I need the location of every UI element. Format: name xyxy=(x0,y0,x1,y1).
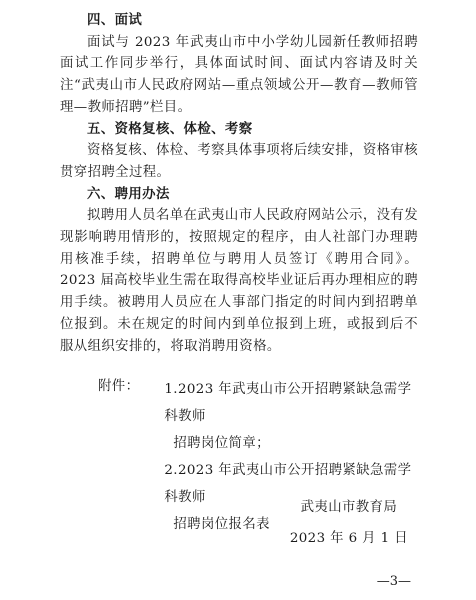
section-6-body: 拟聘用人员名单在武夷山市人民政府网站公示，没有发现影响聘用情形的，按照规定的程序，由人社部门办理聘用核准手续，招聘单位与聘用人员签订《聘用合同》。2023 届高校毕业生需在取得高校毕业证后再办理相应的聘用手续。被聘用人员应在人事部门指定的时间内到招聘单位报到。未在规定的时间内到单位报到上班，或报到后不服从组织安排的，将取消聘用资格。 xyxy=(60,208,418,354)
attachment-item-title: 1.2023 年武夷山市公开招聘紧缺急需学科教师 xyxy=(164,382,412,425)
issuing-organization: 武夷山市教育局 xyxy=(300,500,398,515)
section-5-heading: 五、资格复核、体检、考察 xyxy=(87,121,253,137)
page-number: —3— xyxy=(376,574,411,589)
section-5-body: 资格复核、体检、考察具体事项将后续安排，资格审核贯穿招聘全过程。 xyxy=(60,143,418,180)
attachments-label: 附件： xyxy=(98,379,140,395)
signature-block xyxy=(290,492,408,554)
section-4-heading: 四、面试 xyxy=(87,13,143,28)
section-6-heading: 六、聘用办法 xyxy=(87,186,170,202)
attachment-item xyxy=(139,376,418,457)
attachment-item-title-continued: 招聘岗位报名表 xyxy=(173,517,270,533)
attachment-item-title-continued: 招聘岗位简章； xyxy=(173,436,270,452)
attachment-item-title: 2.2023 年武夷山市公开招聘紧缺急需学科教师 xyxy=(164,463,412,506)
issue-date: 2023 年 6 月 1 日 xyxy=(289,531,408,546)
section-4-body: 面试与 2023 年武夷山市中小学幼儿园新任教师招聘面试工作同步举行，具体面试时间、面试内容请及时关注“武夷山市人民政府网站—重点领域公开—教育—教师管理—教师招聘”栏目。 xyxy=(60,34,418,115)
